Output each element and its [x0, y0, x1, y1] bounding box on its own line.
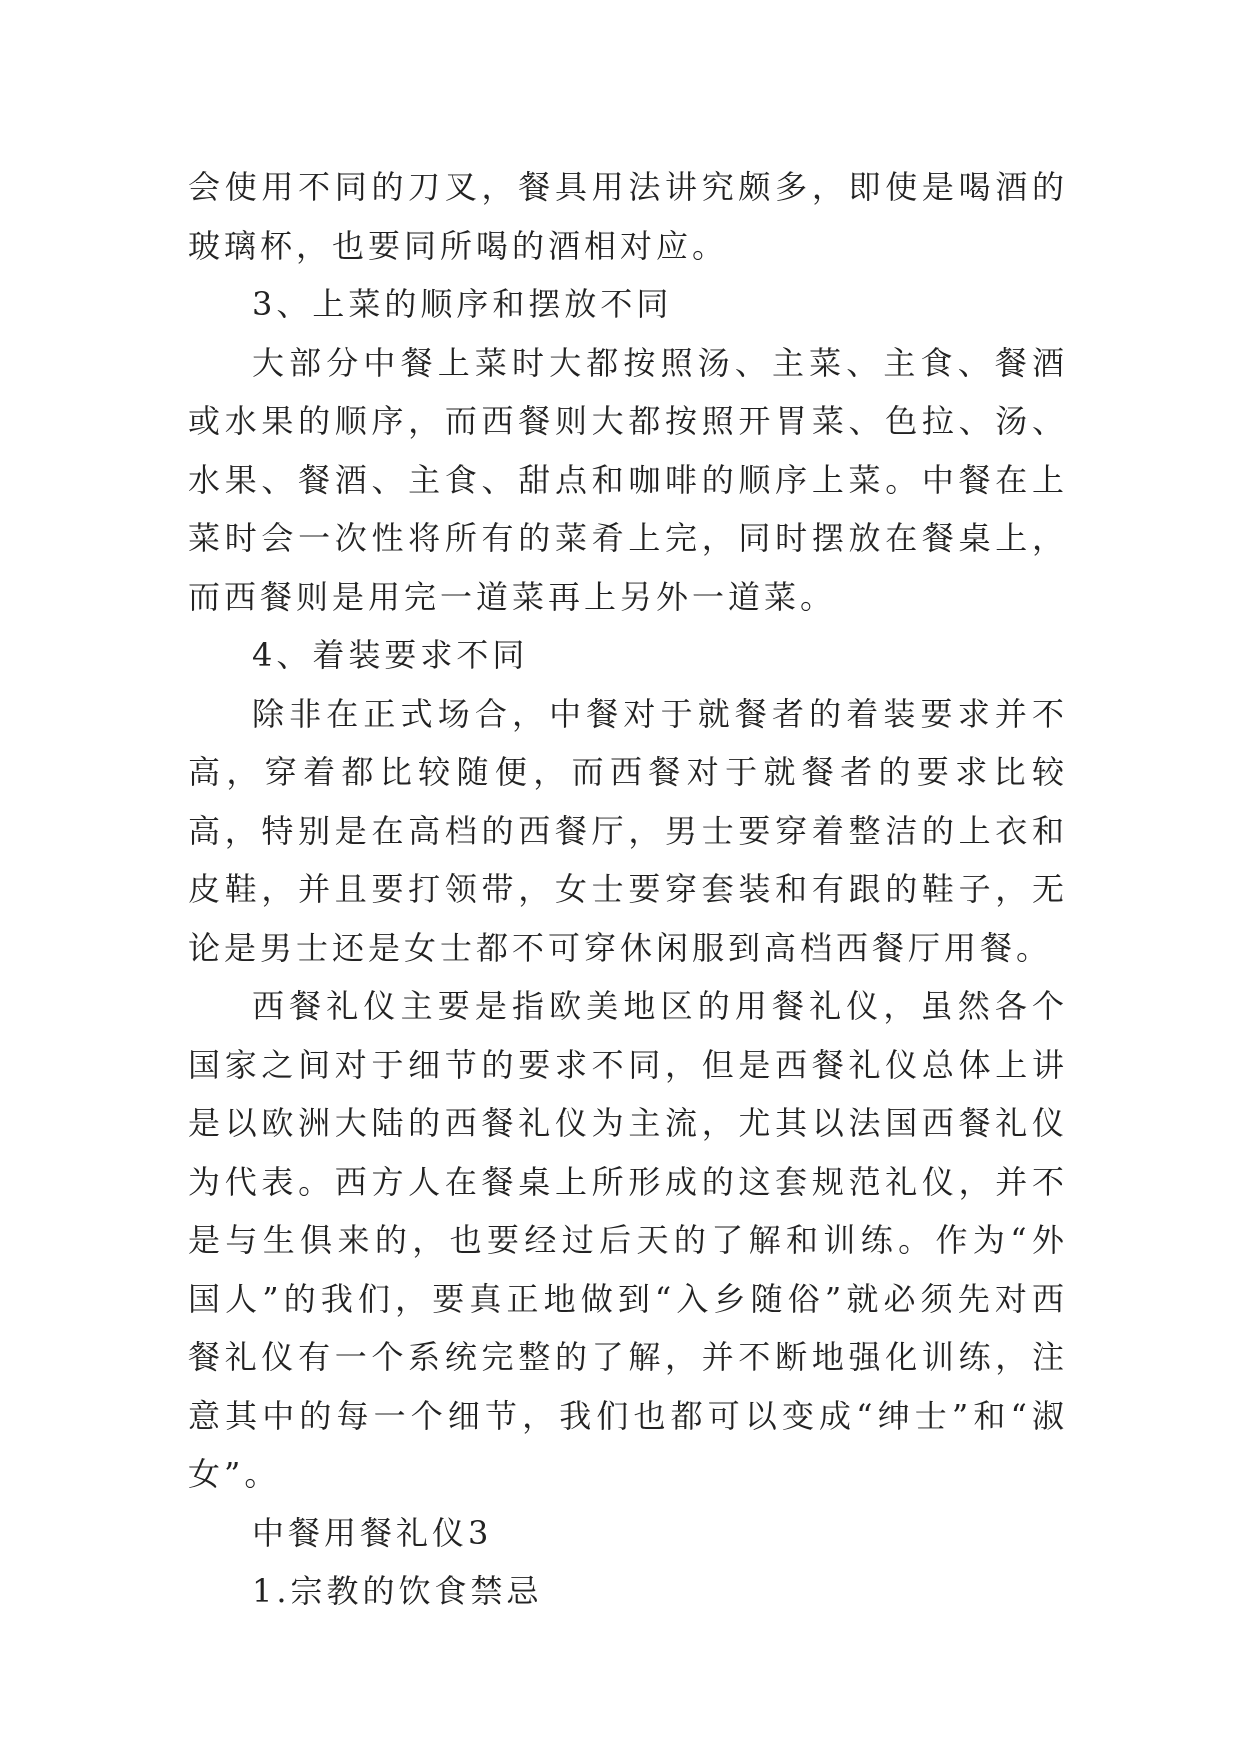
- paragraph-dress-code: 除非在正式场合，中餐对于就餐者的着装要求并不高，穿着都比较随便，而西餐对于就餐者的要求比较高，特别是在高档的西餐厅，男士要穿着整洁的上衣和皮鞋，并且要打领带，女士要穿套装和有跟的鞋子，无论是男士还是女士都不可穿休闲服到高档西餐厅用餐。: [188, 694, 1068, 967]
- section-heading-religious-taboos: 1.宗教的饮食禁忌: [252, 1572, 543, 1610]
- section-title-chinese-dining-etiquette-3: 中餐用餐礼仪3: [252, 1513, 493, 1552]
- document-body: [188, 158, 1068, 1621]
- section-heading-serving-order: 3、上菜的顺序和摆放不同: [252, 285, 673, 323]
- paragraph-serving-order: 大部分中餐上菜时大都按照汤、主菜、主食、餐酒或水果的顺序，而西餐则大都按照开胃菜、色拉、汤、水果、餐酒、主食、甜点和咖啡的顺序上菜。中餐在上菜时会一次性将所有的菜肴上完，同时摆放在餐桌上，而西餐则是用完一道菜再上另外一道菜。: [188, 343, 1068, 616]
- section-heading-dress-code: 4、着装要求不同: [252, 636, 529, 674]
- paragraph-continuation: 会使用不同的刀叉，餐具用法讲究颇多，即使是喝酒的玻璃杯，也要同所喝的酒相对应。: [188, 168, 1068, 265]
- paragraph-western-etiquette: 西餐礼仪主要是指欧美地区的用餐礼仪，虽然各个国家之间对于细节的要求不同，但是西餐礼仪总体上讲是以欧洲大陆的西餐礼仪为主流，尤其以法国西餐礼仪为代表。西方人在餐桌上所形成的这套规范礼仪，并不是与生俱来的，也要经过后天的了解和训练。作为“外国人”的我们，要真正地做到“入乡随俗”就必须先对西餐礼仪有一个系统完整的了解，并不断地强化训练，注意其中的每一个细节，我们也都可以变成“绅士”和“淑女”。: [188, 987, 1068, 1493]
